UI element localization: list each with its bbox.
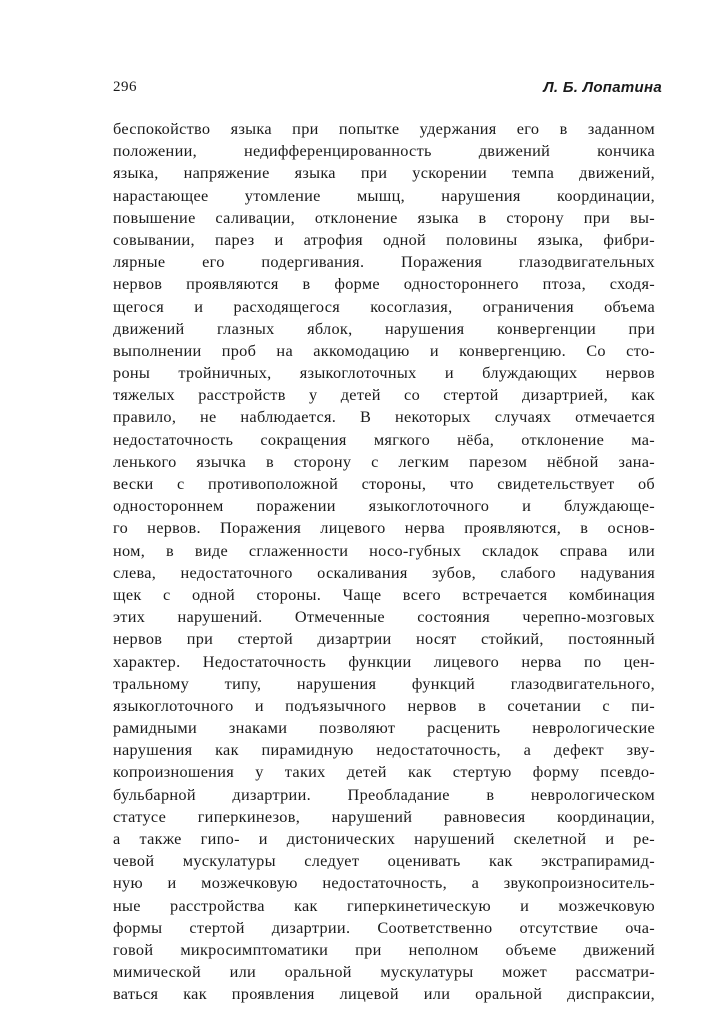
text-line: выполнении проб на аккомодацию и конвергенцию. Со сто-	[113, 340, 655, 360]
text-line: этих нарушений. Отмеченные состояния черепно-мозговых	[113, 607, 655, 627]
text-line: щек с одной стороны. Чаще всего встречается комбинация	[113, 584, 655, 604]
text-line: положении, недифференцированность движений кончика	[113, 141, 655, 161]
text-line: щегося и расходящегося косоглазия, ограничения объема	[113, 296, 655, 316]
text-line: ленького язычка в сторону с легким парезом нёбной зана-	[113, 451, 655, 471]
text-line: нервов проявляются в форме одностороннего птоза, сходя-	[113, 274, 655, 294]
text-line: ном, в виде сглаженности носо-губных складок справа или	[113, 540, 655, 560]
text-line: недостаточность сокращения мягкого нёба, отклонение ма-	[113, 429, 655, 449]
text-line: ную и мозжечковую недостаточность, а звукопроизноситель-	[113, 873, 655, 893]
text-line: повышение саливации, отклонение языка в сторону при вы-	[113, 207, 655, 227]
text-line: бульбарной дизартрии. Преобладание в неврологическом	[113, 784, 655, 804]
text-line: копроизношения у таких детей как стертую форму псевдо-	[113, 762, 655, 782]
text-line: роны тройничных, языкоглоточных и блуждающих нервов	[113, 363, 655, 383]
text-line: слева, недостаточного оскаливания зубов, слабого надувания	[113, 562, 655, 582]
text-line: совывании, парез и атрофия одной половины языка, фибри-	[113, 229, 655, 249]
body-text	[113, 118, 655, 1006]
text-line: характер. Недостаточность функции лицевого нерва по цен-	[113, 651, 655, 671]
text-line: формы стертой дизартрии. Соответственно отсутствие оча-	[113, 917, 655, 937]
text-line: лярные его подергивания. Поражения глазодвигательных	[113, 252, 655, 272]
text-line: тяжелых расстройств у детей со стертой дизартрией, как	[113, 385, 655, 405]
text-line: языка, напряжение языка при ускорении темпа движений,	[113, 163, 655, 183]
text-line: одностороннем поражении языкоглоточного и блуждающе-	[113, 496, 655, 516]
text-line: ные расстройства как гиперкинетическую и мозжечковую	[113, 895, 655, 915]
text-line: а также гипо- и дистонических нарушений скелетной и ре-	[113, 829, 655, 848]
text-line: ваться как проявления лицевой или оральной диспраксии,	[113, 984, 655, 1004]
text-line: го нервов. Поражения лицевого нерва проявляются, в основ-	[113, 518, 655, 538]
text-line: рамидными знаками позволяют расценить неврологические	[113, 718, 655, 738]
text-line: нарушения как пирамидную недостаточность, а дефект зву-	[113, 740, 655, 760]
page-number: 296	[113, 79, 137, 95]
text-line: чевой мускулатуры следует оценивать как экстрапирамид-	[113, 851, 655, 871]
text-line: языкоглоточного и подъязычного нервов в сочетании с пи-	[113, 695, 655, 715]
text-line: говой микросимптоматики при неполном объеме движений	[113, 939, 655, 959]
text-line: статусе гиперкинезов, нарушений равновесия координации,	[113, 806, 655, 826]
text-line: нарастающее утомление мышц, нарушения координации,	[113, 185, 655, 205]
text-line: беспокойство языка при попытке удержания его в заданном	[113, 119, 655, 138]
text-line: нервов при стертой дизартрии носят стойкий, постоянный	[113, 629, 655, 649]
text-line: тральному типу, нарушения функций глазодвигательного,	[113, 673, 655, 693]
text-line: правило, не наблюдается. В некоторых случаях отмечается	[113, 407, 655, 427]
text-line: мимической или оральной мускулатуры может рассматри-	[113, 962, 655, 982]
text-line: движений глазных яблок, нарушения конвергенции при	[113, 318, 655, 338]
running-head-author: Л. Б. Лопатина	[543, 79, 662, 96]
text-line: вески с противоположной стороны, что свидетельствует об	[113, 474, 655, 493]
